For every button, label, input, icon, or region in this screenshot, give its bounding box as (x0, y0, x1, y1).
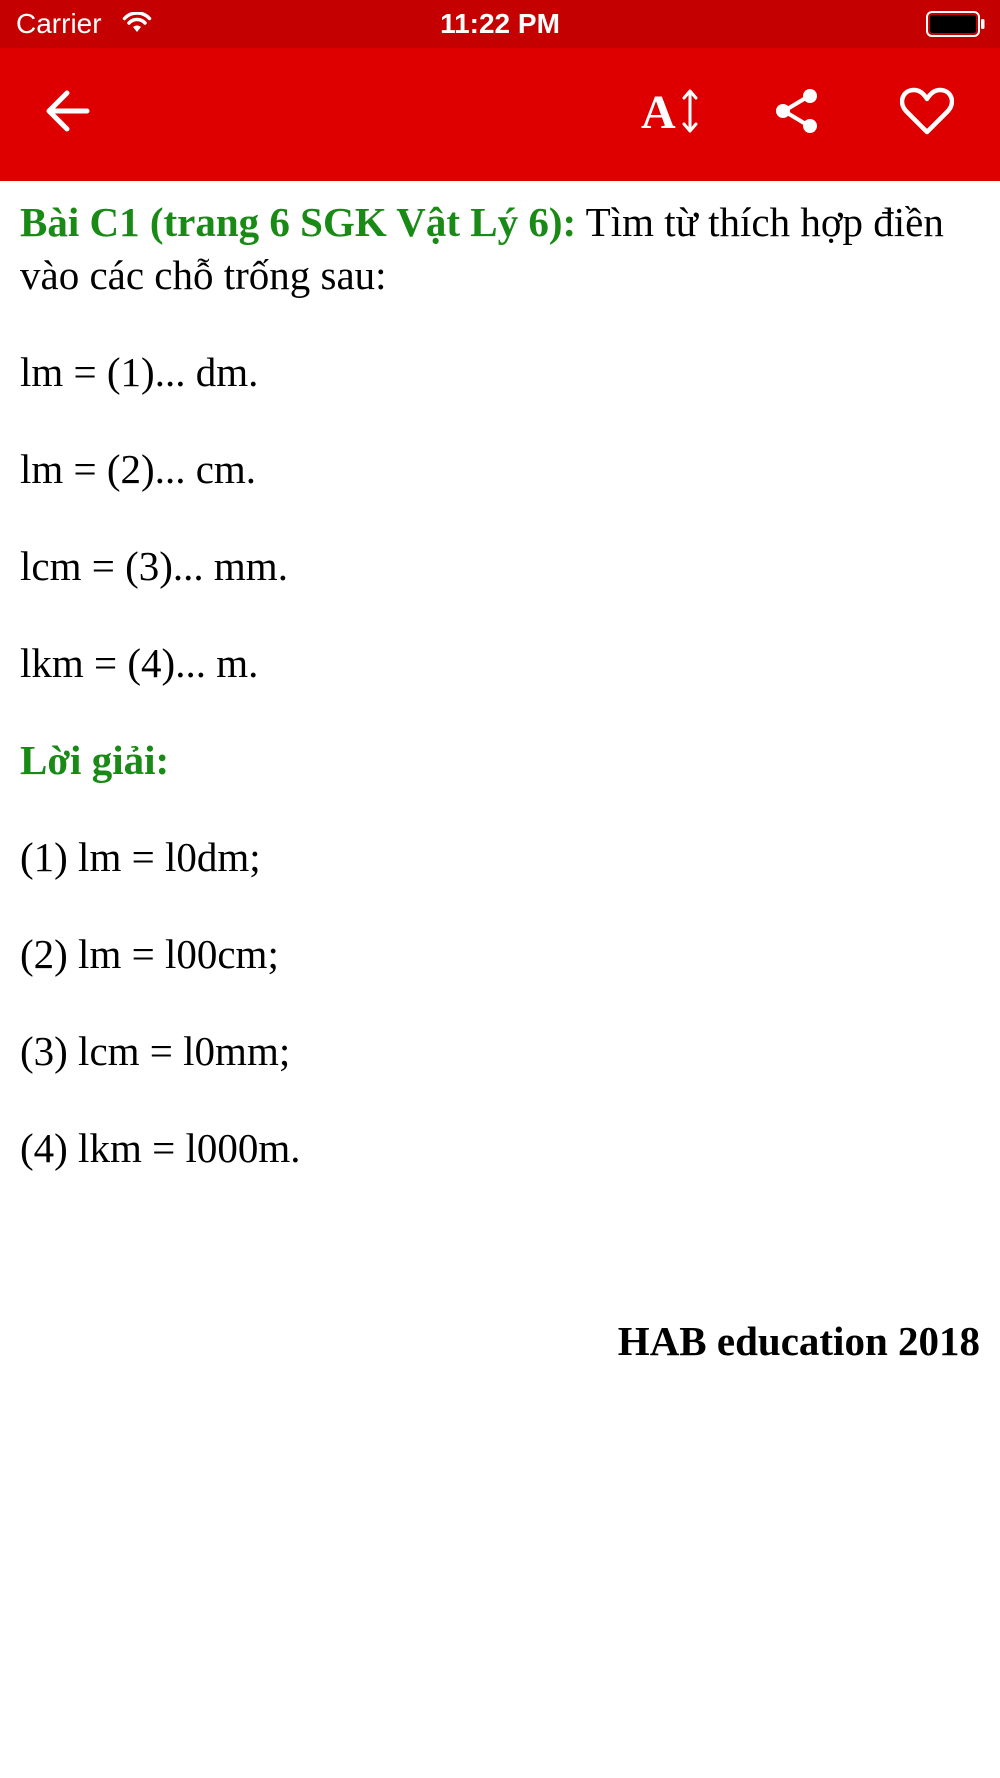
blank-line: lcm = (3)... mm. (20, 543, 288, 589)
question-paragraph (20, 196, 980, 302)
question-text: Tìm từ thích hợp điền vào các chỗ trống sau: (20, 199, 944, 298)
status-bar (0, 0, 1000, 48)
font-size-icon (641, 86, 701, 141)
footer-credit: HAB education 2018 (617, 1318, 980, 1364)
blank-line: lm = (2)... cm. (20, 446, 257, 492)
question-label: Bài C1 (trang 6 SGK Vật Lý 6): (20, 199, 577, 245)
heart-icon (900, 86, 954, 141)
share-icon (772, 86, 822, 141)
back-arrow-icon (43, 89, 91, 138)
battery-icon (926, 11, 986, 42)
blank-line: lkm = (4)... m. (20, 640, 259, 686)
carrier-label: Carrier (16, 8, 102, 39)
answer-line: (2) lm = l00cm; (20, 931, 279, 977)
font-size-button[interactable] (636, 78, 706, 148)
answer-line: (1) lm = l0dm; (20, 834, 261, 880)
answer-line: (3) lcm = l0mm; (20, 1028, 291, 1074)
blank-line: lm = (1)... dm. (20, 349, 259, 395)
svg-text:A: A (641, 85, 676, 136)
back-button[interactable] (32, 78, 102, 148)
answer-heading: Lời giải: (20, 737, 170, 783)
answer-line: (4) lkm = l000m. (20, 1125, 301, 1171)
favorite-button[interactable] (892, 78, 962, 148)
top-toolbar (0, 48, 1000, 181)
article-content (20, 196, 980, 1219)
status-time: 11:22 PM (440, 8, 560, 39)
share-button[interactable] (762, 78, 832, 148)
